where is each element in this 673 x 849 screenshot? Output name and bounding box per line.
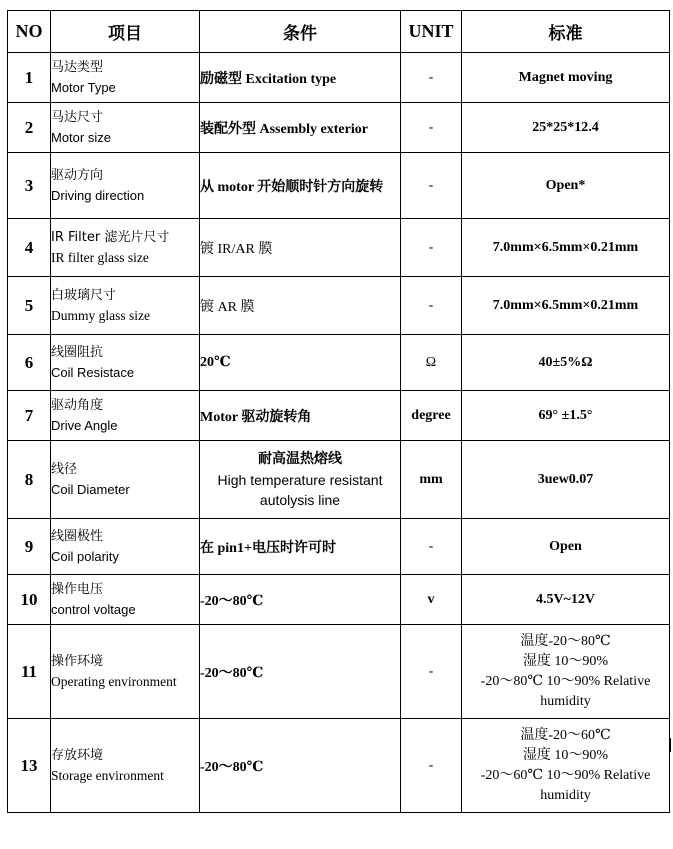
row-condition: 镀 IR/AR 膜 (200, 219, 401, 277)
item-en: Coil Resistace (51, 364, 135, 380)
row-standard: Open (462, 519, 670, 575)
table-row (8, 625, 670, 719)
row-no: 6 (8, 335, 51, 391)
item-cn: 存放环境 (51, 747, 104, 763)
row-condition: -20～80℃ (200, 719, 401, 813)
row-standard: 69° ±1.5° (462, 391, 670, 441)
row-condition: Motor 驱动旋转角 (200, 391, 401, 441)
row-condition: 镀 AR 膜 (200, 277, 401, 335)
row-item (51, 277, 200, 335)
standard-line: 湿度 10～90% (522, 747, 609, 763)
item-cn: 线圈阻抗 (51, 344, 104, 360)
row-no: 8 (8, 441, 51, 519)
item-en: Dummy glass size (51, 307, 150, 323)
row-no: 7 (8, 391, 51, 441)
item-cn: 线圈极性 (51, 528, 104, 544)
stray-mark (670, 738, 671, 752)
spec-table (7, 10, 670, 813)
table-row (8, 575, 670, 625)
item-cn: 马达类型 (51, 59, 104, 75)
item-cn: 驱动方向 (51, 167, 104, 183)
condition-line: autolysis line (259, 491, 341, 508)
row-standard (462, 625, 670, 719)
item-cn: 马达尺寸 (51, 109, 104, 125)
standard-line: humidity (540, 693, 591, 709)
header-unit: UNIT (401, 11, 462, 53)
item-en: Operating environment (51, 673, 177, 689)
row-unit: - (401, 153, 462, 219)
row-item (51, 219, 200, 277)
standard-line: humidity (540, 787, 591, 803)
row-item (51, 391, 200, 441)
table-row (8, 103, 670, 153)
row-no: 13 (8, 719, 51, 813)
table-row (8, 719, 670, 813)
table-row (8, 277, 670, 335)
row-item (51, 53, 200, 103)
row-condition: 装配外型 Assembly exterior (200, 103, 401, 153)
row-standard: 4.5V~12V (462, 575, 670, 625)
row-standard: 7.0mm×6.5mm×0.21mm (462, 219, 670, 277)
item-en: IR filter glass size (51, 249, 149, 265)
standard-line: 温度-20～60℃ (520, 727, 611, 743)
row-item (51, 719, 200, 813)
row-standard: 40±5%Ω (462, 335, 670, 391)
header-standard: 标准 (462, 11, 670, 53)
row-unit: - (401, 53, 462, 103)
row-no: 5 (8, 277, 51, 335)
row-no: 4 (8, 219, 51, 277)
row-no: 2 (8, 103, 51, 153)
row-unit: Ω (401, 335, 462, 391)
item-en: Drive Angle (51, 417, 118, 433)
standard-line: -20～60℃ 10～90% Relative (480, 767, 651, 783)
row-standard: 3uew0.07 (462, 441, 670, 519)
row-standard (462, 719, 670, 813)
row-unit: - (401, 519, 462, 575)
row-item (51, 575, 200, 625)
item-cn: 白玻璃尺寸 (51, 287, 117, 303)
row-condition (200, 441, 401, 519)
row-unit: - (401, 719, 462, 813)
standard-line: -20～80℃ 10～90% Relative (480, 673, 651, 689)
row-standard: 7.0mm×6.5mm×0.21mm (462, 277, 670, 335)
item-cn: 操作电压 (51, 581, 104, 597)
row-no: 10 (8, 575, 51, 625)
standard-line: 温度-20～80℃ (520, 633, 611, 649)
item-en: Motor Type (51, 79, 116, 95)
row-unit: v (401, 575, 462, 625)
header-condition: 条件 (200, 11, 401, 53)
row-condition: 20℃ (200, 335, 401, 391)
row-item (51, 153, 200, 219)
item-cn: IR Filter 滤光片尺寸 (51, 229, 170, 245)
condition-line: 耐高温热熔线 (258, 451, 342, 467)
header-item: 项目 (51, 11, 200, 53)
row-item (51, 441, 200, 519)
table-row (8, 335, 670, 391)
item-cn: 操作环境 (51, 653, 104, 669)
item-en: Driving direction (51, 187, 145, 203)
row-condition: 励磁型 Excitation type (200, 53, 401, 103)
row-standard: Magnet moving (462, 53, 670, 103)
row-item (51, 519, 200, 575)
item-cn: 线径 (51, 461, 78, 477)
table-row (8, 219, 670, 277)
row-unit: - (401, 219, 462, 277)
item-en: Coil Diameter (51, 481, 130, 497)
row-no: 3 (8, 153, 51, 219)
item-en: Motor size (51, 129, 111, 145)
item-cn: 驱动角度 (51, 397, 104, 413)
row-standard: Open* (462, 153, 670, 219)
row-unit: - (401, 625, 462, 719)
row-unit: - (401, 277, 462, 335)
row-condition: -20～80℃ (200, 575, 401, 625)
row-unit: - (401, 103, 462, 153)
condition-line: High temperature resistant (217, 471, 383, 488)
row-condition: -20～80℃ (200, 625, 401, 719)
item-en: control voltage (51, 601, 136, 617)
row-unit: mm (401, 441, 462, 519)
table-row (8, 441, 670, 519)
table-row (8, 53, 670, 103)
header-no: NO (8, 11, 51, 53)
row-no: 11 (8, 625, 51, 719)
header-row (8, 11, 670, 53)
standard-line: 湿度 10～90% (522, 653, 609, 669)
table-row (8, 519, 670, 575)
row-item (51, 625, 200, 719)
item-en: Coil polarity (51, 548, 119, 564)
row-no: 1 (8, 53, 51, 103)
row-item (51, 335, 200, 391)
table-row (8, 153, 670, 219)
table-row (8, 391, 670, 441)
row-standard: 25*25*12.4 (462, 103, 670, 153)
item-en: Storage environment (51, 767, 164, 783)
row-no: 9 (8, 519, 51, 575)
row-item (51, 103, 200, 153)
row-unit: degree (401, 391, 462, 441)
row-condition: 在 pin1+电压时许可时 (200, 519, 401, 575)
row-condition: 从 motor 开始顺时针方向旋转 (200, 153, 401, 219)
